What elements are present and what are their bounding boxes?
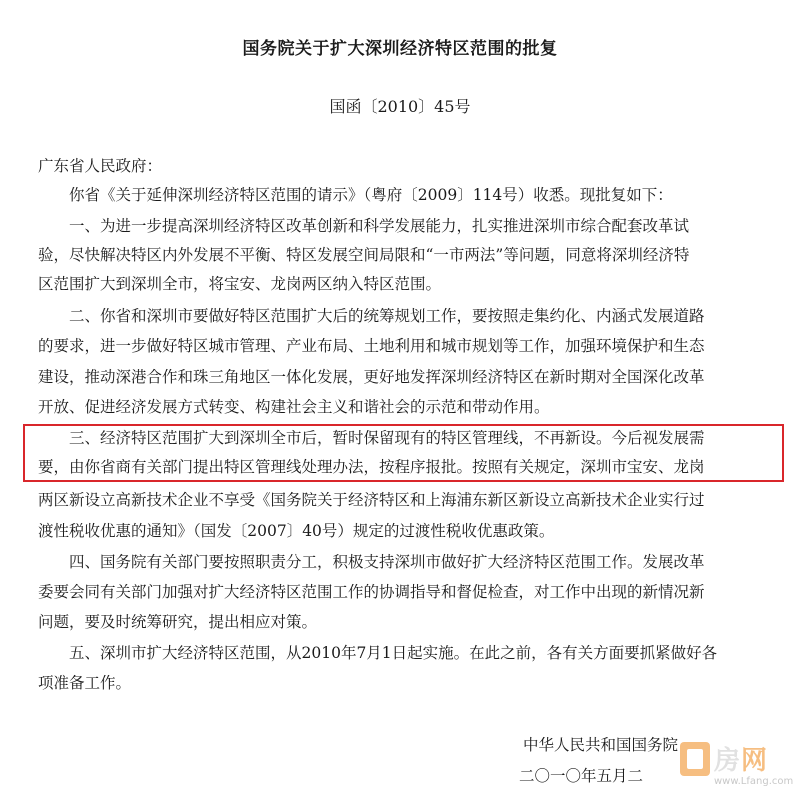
body-line: 的要求，进一步做好特区城市管理、产业布局、土地利用和城市规划等工作，加强环境保护和生态 — [38, 337, 705, 355]
body-line: 项准备工作。 — [38, 674, 132, 692]
watermark-logo-icon — [680, 742, 710, 776]
body-line: 两区新设立高新技术企业不享受《国务院关于经济特区和上海浦东新区新设立高新技术企业实行过 — [38, 491, 705, 509]
addressee: 广东省人民政府： — [38, 157, 163, 175]
body-line: 渡性税收优惠的通知》（国发〔2007〕40号）规定的过渡性税收优惠政策。 — [38, 522, 555, 540]
body-line: 你省《关于延伸深圳经济特区范围的请示》（粤府〔2009〕114号）收悉。现批复如下： — [38, 186, 673, 204]
watermark — [680, 740, 798, 796]
body-line: 三、经济特区范围扩大到深圳全市后，暂时保留现有的特区管理线，不再新设。今后视发展需 — [38, 429, 705, 447]
body-line: 五、深圳市扩大经济特区范围，从2010年7月1日起实施。在此之前，各有关方面要抓紧做好各 — [38, 644, 718, 662]
highlight-box — [23, 424, 784, 482]
body-line: 开放、促进经济发展方式转变、构建社会主义和谐社会的示范和带动作用。 — [38, 398, 550, 416]
body-line: 委要会同有关部门加强对扩大经济特区范围工作的协调指导和督促检查，对工作中出现的新情况新 — [38, 583, 705, 601]
watermark-brand: 房网 — [714, 746, 769, 776]
issue-date: 二〇一〇年五月二 — [519, 767, 644, 785]
body-line: 区范围扩大到深圳全市，将宝安、龙岗两区纳入特区范围。 — [38, 275, 442, 293]
watermark-url: www.Lfang.com — [714, 776, 794, 787]
body-line: 建设，推动深港合作和珠三角地区一体化发展，更好地发挥深圳经济特区在新时期对全国深化改革 — [38, 368, 705, 386]
document-title: 国务院关于扩大深圳经济特区范围的批复 — [242, 39, 558, 59]
document-number: 国函〔2010〕45号 — [329, 97, 471, 116]
body-line: 一、为进一步提高深圳经济特区改革创新和科学发展能力，扎实推进深圳市综合配套改革试 — [38, 217, 690, 235]
body-line: 四、国务院有关部门要按照职责分工，积极支持深圳市做好扩大经济特区范围工作。发展改革 — [38, 553, 705, 571]
body-line: 验，尽快解决特区内外发展不平衡、特区发展空间局限和“一市两法”等问题，同意将深圳经济特 — [38, 246, 690, 264]
body-line: 二、你省和深圳市要做好特区范围扩大后的统筹规划工作，要按照走集约化、内涵式发展道路 — [38, 307, 705, 325]
body-line: 要，由你省商有关部门提出特区管理线处理办法，按程序报批。按照有关规定，深圳市宝安、龙岗 — [38, 458, 705, 476]
issuer-signature: 中华人民共和国国务院 — [523, 736, 679, 754]
body-line: 问题，要及时统筹研究，提出相应对策。 — [38, 613, 318, 631]
